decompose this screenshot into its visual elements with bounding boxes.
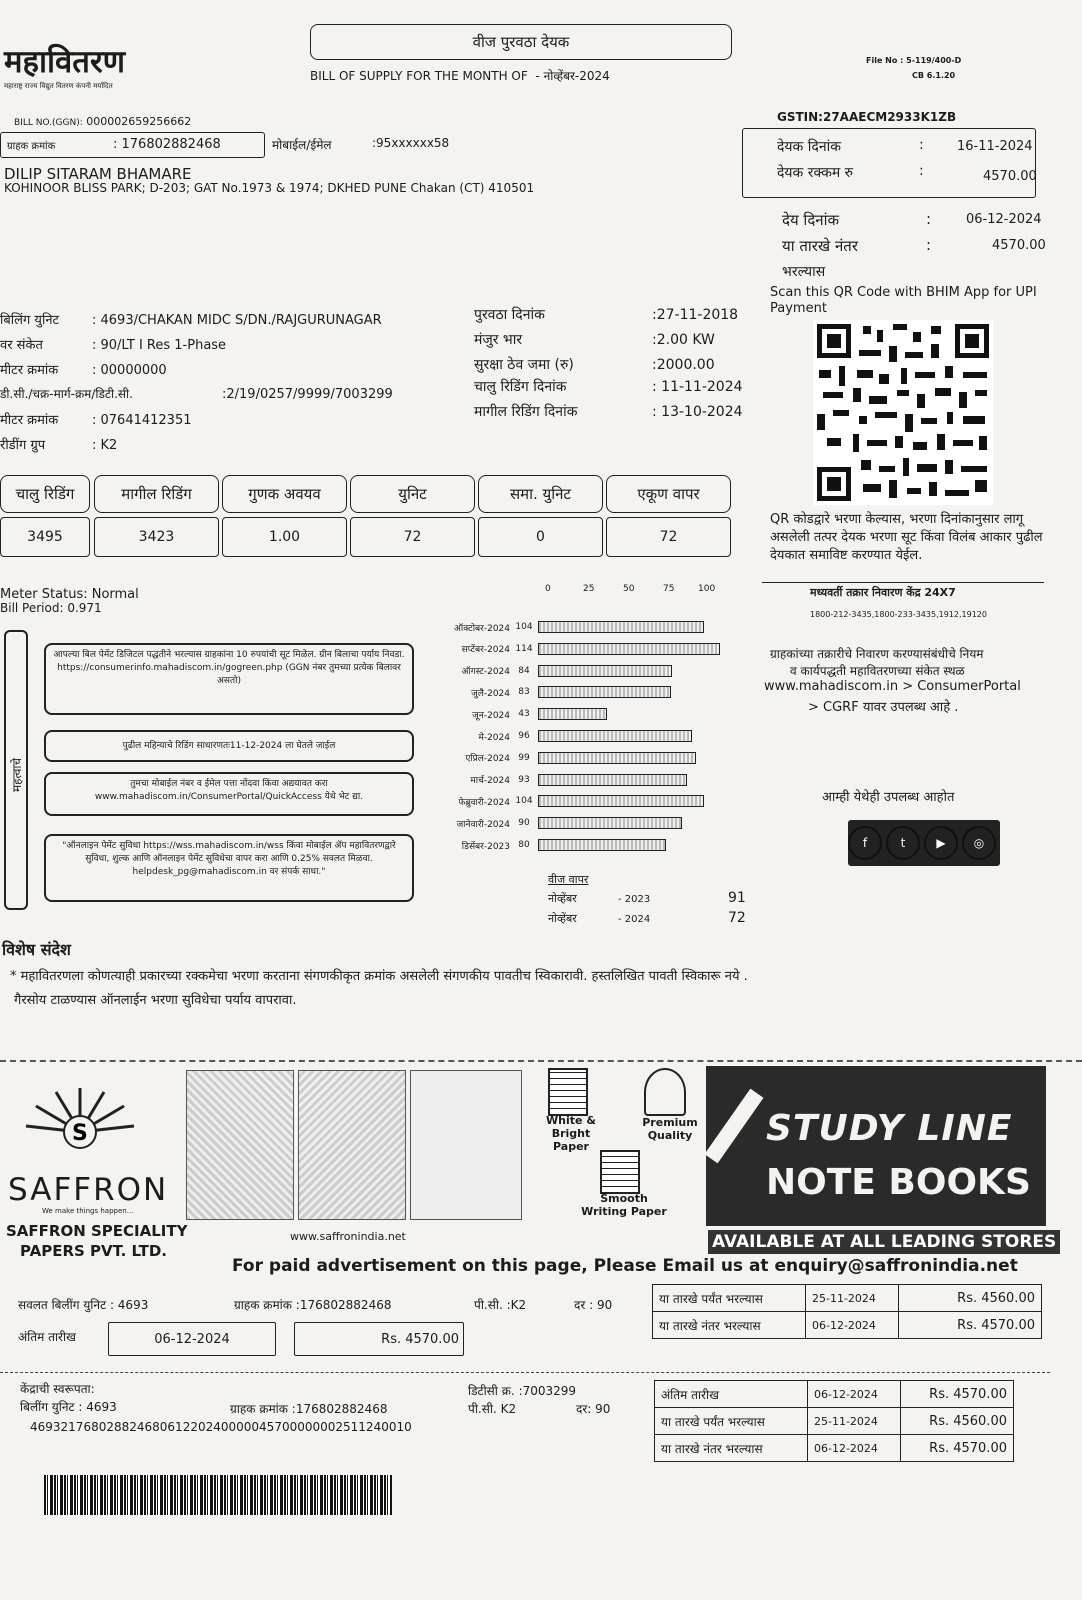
detail-row: [0, 435, 117, 453]
due-date: 06-12-2024: [966, 212, 1042, 227]
stub2-row: [655, 1435, 1014, 1462]
ad-tagline: We make things happen...: [42, 1207, 134, 1215]
stub-due-date: 06-12-2024: [806, 1312, 899, 1339]
mobile-label: मोबाईल/ईमेल: [272, 138, 332, 152]
consumer-no: : 176802882468: [113, 137, 221, 152]
special-message-line1: * महावितरणला कोणत्याही प्रकारच्या रक्कमेचा भरणा करताना संगणकीकृत क्रमांक असलेली संगणकीय पावतीच स्विकारावी. हस्तलिखित पावती स्विकारू नये .: [10, 969, 748, 984]
reading-value: 1.00: [222, 517, 347, 557]
chart-bar: [538, 774, 687, 786]
grievance-divider: [762, 582, 1044, 583]
notices-side-box: [4, 630, 28, 910]
chart-axis-ticks: [545, 584, 718, 598]
ad-email-line: For paid advertisement on this page, Please Email us at enquiry@saffronindia.net: [232, 1256, 1018, 1276]
grievance-link[interactable]: www.mahadiscom.in > ConsumerPortal: [764, 679, 1021, 694]
stub-consumer: ग्राहक क्रमांक :176802882468: [234, 1298, 392, 1312]
stub-pc: पी.सी. :K2: [474, 1298, 527, 1312]
stub-due-row: [653, 1285, 1042, 1312]
chart-value-label: 80: [518, 840, 530, 850]
chart-bar-row: [440, 838, 666, 852]
detail-label: मागील रिडिंग दिनांक: [474, 404, 578, 420]
notice-green-bill: आपल्या बिल पेमेंट डिजिटल पद्धतीने भरल्यास ग्राहकांना 10 रुपयांची सूट मिळेल. ग्रीन बिलाचा पर्याय निवडा. https://consumerinfo.mahadiscom.in/gogreen.php (GGN नंबर तुमच्या प्रत्येक बिलावर असतो): [44, 643, 414, 715]
stub-tariff: दर : 90: [574, 1298, 613, 1312]
detail-value: : 4693/CHAKAN MIDC S/DN./RAJGURUNAGAR: [92, 313, 382, 328]
chart-category-label: एप्रिल-2024: [465, 754, 510, 765]
stub2-label: अंतिम तारीख: [655, 1381, 808, 1408]
after-due-amount: 4570.00: [992, 238, 1046, 253]
ad-feature-1: White & Bright Paper: [546, 1114, 596, 1153]
reading-col: [606, 475, 731, 565]
chart-value-label: 93: [518, 774, 530, 785]
meter-status: Meter Status: Normal: [0, 587, 139, 602]
stub-due-label: या तारखे नंतर भरल्यास: [653, 1312, 806, 1339]
chart-value-label: 84: [518, 665, 530, 676]
consumer-name: DILIP SITARAM BHAMARE: [4, 165, 192, 183]
chart-bar-row: [440, 707, 607, 721]
chart-tick: 75: [663, 584, 675, 594]
chart-value-label: 104: [515, 622, 533, 632]
due-date-label: देय दिनांक: [782, 211, 840, 229]
grievance-phones: 1800-212-3435,1800-233-3435,1912,19120: [810, 610, 987, 619]
chart-category-label: फेब्रुवारी-2024: [458, 797, 510, 808]
saffron-logo-icon: [20, 1082, 140, 1152]
stub-due-date: 25-11-2024: [806, 1285, 899, 1312]
chart-value-label: 43: [518, 709, 530, 720]
reading-header: मागील रिडिंग: [94, 475, 219, 513]
chart-bar: [538, 795, 704, 807]
stub-amount: Rs. 4570.00: [381, 1331, 459, 1347]
after-due-sep: :: [926, 236, 932, 254]
chart-bar: [538, 665, 672, 677]
qr-scan-text: Scan this QR Code with BHIM App for UPI Payment: [770, 285, 1037, 316]
stub2-dtc: डिटीसी क्र. :7003299: [468, 1384, 577, 1398]
bill-date-sep: :: [919, 137, 924, 153]
detail-label: मीटर क्रमांक: [0, 413, 59, 428]
chart-bar-row: [440, 642, 720, 656]
notice-online-payment: "ऑनलाइन पेमेंट सुविधा https://wss.mahadiscom.in/wss किंवा मोबाईल ॲप महावितरणद्वारे सुविधा, शुल्क आणि ऑनलाइन पेमेंट सुविधेचा वापर करा आणि 0.25% सवलत मिळवा. helpdesk_pg@mahadiscom.in वर संपर्क साधा.": [44, 834, 414, 902]
compare-title: वीज वापर: [548, 873, 589, 886]
detail-row: [474, 305, 738, 324]
detail-row: [474, 355, 715, 374]
detail-value: : 90/LT I Res 1-Phase: [92, 338, 227, 353]
detail-value: : 13-10-2024: [652, 404, 743, 420]
notice-mobile-update: तुमचा मोबाईल नंबर व ईमेल पत्ता नोंदवा किंवा अद्ययावत करा www.mahadiscom.in/ConsumerPortal/QuickAccess येथे भेट द्या.: [44, 772, 414, 816]
ad-brand: SAFFRON: [8, 1172, 169, 1208]
stub-due-row: [653, 1312, 1042, 1339]
bill-amount-label: देयक रक्कम रु: [777, 165, 854, 181]
detail-label: रीडींग ग्रुप: [0, 438, 46, 453]
stub2-label: या तारखे नंतर भरल्यास: [655, 1435, 808, 1462]
grievance-title: मध्यवर्ती तक्रार निवारण केंद्र 24X7: [810, 586, 956, 599]
chart-category-label: ऑगस्ट-2024: [461, 667, 510, 678]
reading-header: समा. युनिट: [478, 475, 603, 513]
stub2-tariff: दर: 90: [576, 1402, 611, 1416]
grievance-text1: ग्राहकांच्या तक्रारीचे निवारण करण्यासंबंधीचे नियम: [770, 647, 984, 661]
detail-value: : 00000000: [92, 363, 167, 378]
chart-value-label: 104: [515, 796, 533, 807]
instagram-icon[interactable]: ◎: [962, 826, 996, 860]
detail-value: :2/19/0257/9999/7003299: [222, 387, 393, 402]
bill-date-label: देयक दिनांक: [777, 139, 841, 155]
detail-label: डी.सी./चक्र-मार्ग-क्रम/डिटी.सी.: [0, 387, 133, 401]
detail-value: : 11-11-2024: [652, 379, 743, 395]
logo: [4, 40, 154, 91]
ad-product2: NOTE BOOKS: [766, 1162, 1031, 1203]
stub-last-date-box: [108, 1322, 276, 1356]
chart-bar: [538, 730, 692, 742]
stub2-row: [655, 1381, 1014, 1408]
chart-bar-row: [440, 664, 672, 678]
payment-barcode: [44, 1475, 392, 1515]
chart-bar: [538, 752, 696, 764]
ad-dark-panel: [706, 1066, 1046, 1226]
svg-text:S: S: [72, 1121, 88, 1146]
ad-feature-2: Premium Quality: [642, 1116, 698, 1142]
detail-label: पुरवठा दिनांक: [474, 307, 545, 323]
chart-category-label: मार्च-2024: [470, 776, 510, 787]
after-due-label2: भरल्यास: [782, 264, 826, 280]
detail-row: [0, 385, 393, 402]
chart-tick: 100: [698, 584, 716, 594]
ad-notebook-image: [186, 1070, 294, 1220]
consumer-no-label: ग्राहक क्रमांक: [7, 141, 56, 152]
stub2-due-table: [654, 1380, 1014, 1462]
bill-title-en: BILL OF SUPPLY FOR THE MONTH OF: [310, 69, 528, 83]
bill-date: 16-11-2024: [957, 139, 1033, 154]
advertisement-banner: [0, 1060, 1082, 1300]
chart-value-label: 96: [518, 731, 530, 741]
ad-available: AVAILABLE AT ALL LEADING STORES: [708, 1230, 1060, 1254]
social-icons: [848, 820, 1000, 866]
stub2-date: 06-12-2024: [808, 1435, 901, 1462]
facebook-icon[interactable]: f: [848, 826, 882, 860]
chart-bar-row: [440, 773, 687, 787]
detail-label: वर संकेत: [0, 338, 43, 353]
reading-value: 3423: [94, 517, 219, 557]
detail-value: : 07641412351: [92, 413, 192, 428]
compare-month: नोव्हेंबर: [548, 912, 577, 925]
mobile: :95xxxxxx58: [372, 136, 450, 150]
stub2-consumer: ग्राहक क्रमांक :176802882468: [230, 1402, 388, 1416]
reading-col: [94, 475, 219, 565]
stub-due-amt: Rs. 4560.00: [899, 1285, 1042, 1312]
special-message-title: विशेष संदेश: [2, 940, 71, 959]
reading-value: 0: [478, 517, 603, 557]
detail-row: [0, 410, 192, 428]
bill-title-mr: वीज पुरवठा देयक: [472, 33, 570, 51]
grievance-text4: > CGRF यावर उपलब्ध आहे .: [808, 700, 959, 715]
chart-category-label: जानेवारी-2024: [456, 819, 510, 830]
stub2-code: 46932176802882468061220240000045700000002511240010: [30, 1420, 412, 1434]
cb-code: CB 6.1.20: [912, 71, 956, 80]
logo-text: महावितरण: [4, 44, 126, 80]
consumption-compare: [548, 872, 748, 926]
stub2-amt: Rs. 4560.00: [901, 1408, 1014, 1435]
reading-value: 3495: [0, 517, 90, 557]
social-caption: आम्ही येथेही उपलब्ध आहोत: [822, 790, 955, 805]
stub-due-table: [652, 1284, 1042, 1339]
detail-row: [474, 402, 743, 421]
file-no: File No : 5-119/400-D: [866, 56, 962, 65]
chart-bar-row: [440, 751, 696, 765]
stub-unit: सवलत बिलींग युनिट : 4693: [18, 1298, 149, 1312]
stub2-unit: बिलींग युनिट : 4693: [20, 1400, 117, 1414]
chart-bar: [538, 708, 607, 720]
ad-company: SAFFRON SPECIALITY: [6, 1222, 188, 1240]
reading-header: एकूण वापर: [606, 475, 731, 513]
reading-col: [222, 475, 347, 565]
chart-category-label: जुलै-2024: [471, 688, 510, 699]
stub2-amt: Rs. 4570.00: [901, 1381, 1014, 1408]
bill-no-label: BILL NO.(GGN):: [14, 118, 83, 128]
stub2-date: 06-12-2024: [808, 1381, 901, 1408]
compare-year: - 2024: [618, 914, 651, 925]
compare-units: 72: [728, 910, 746, 926]
chart-bar: [538, 643, 720, 655]
chart-tick: 0: [545, 584, 551, 594]
ad-product1: STUDY LINE: [766, 1108, 1013, 1149]
ad-website[interactable]: www.saffronindia.net: [290, 1230, 406, 1243]
chart-bar-row: [440, 685, 671, 699]
chart-category-label: सप्टेंबर-2024: [461, 645, 510, 656]
chart-tick: 25: [583, 584, 595, 594]
chart-value-label: 90: [518, 818, 530, 829]
chart-bar: [538, 686, 671, 698]
ad-feature-3: Smooth Writing Paper: [581, 1192, 667, 1218]
gstin: GSTIN:27AAECM2933K1ZB: [777, 110, 957, 124]
reading-value: 72: [350, 517, 475, 557]
chart-bar-row: [440, 729, 692, 743]
detail-value: :2.00 KW: [652, 332, 715, 348]
paper-icon: [548, 1068, 588, 1116]
youtube-icon[interactable]: ▶: [924, 826, 958, 860]
compare-row: [548, 910, 746, 926]
bill-month: - नोव्हेंबर-2024: [535, 69, 610, 83]
after-due-label: या तारखे नंतर: [782, 237, 858, 255]
detail-label: मीटर क्रमांक: [0, 363, 59, 378]
stub2-label: या तारखे पर्यंत भरल्यास: [655, 1408, 808, 1435]
compare-row: [548, 890, 746, 906]
detail-value: :27-11-2018: [652, 307, 739, 323]
ad-company2: PAPERS PVT. LTD.: [20, 1242, 167, 1260]
bill-amount-sep: :: [919, 163, 924, 179]
notice-next-reading: पुढील महिन्याचे रिडिंग साधारणतः11-12-2024 ला घेतले जाईल: [44, 730, 414, 762]
detail-row: [0, 335, 226, 353]
reading-header: गुणक अवयव: [222, 475, 347, 513]
stub-last-date: 06-12-2024: [154, 1331, 230, 1347]
chart-value-label: 114: [515, 643, 533, 654]
chart-bar-row: [440, 794, 704, 808]
ad-notebook-image: [410, 1070, 522, 1220]
chart-category-label: जून-2024: [472, 710, 510, 721]
reading-col: [0, 475, 90, 565]
chart-category-label: मे-2024: [478, 732, 510, 743]
stub-due-amt: Rs. 4570.00: [899, 1312, 1042, 1339]
ad-notebook-image: [298, 1070, 406, 1220]
detail-value: :2000.00: [652, 357, 715, 373]
due-date-sep: :: [926, 210, 932, 228]
bill-month-line: [310, 67, 610, 84]
compare-units: 91: [728, 890, 746, 906]
compare-year: - 2023: [618, 894, 651, 905]
twitter-icon[interactable]: t: [886, 826, 920, 860]
detail-label: चालु रिडिंग दिनांक: [474, 379, 567, 395]
logo-sub: महाराष्ट्र राज्य विद्युत वितरण कंपनी मर्यादित: [4, 82, 113, 90]
grievance-text2: व कार्यपद्धती महावितरणच्या संकेत स्थळ: [790, 664, 965, 678]
consumer-no-box: [0, 132, 265, 158]
chart-bar-row: [440, 620, 704, 634]
qr-note: QR कोडद्वारे भरणा केल्यास, भरणा दिनांकानुसार लागू असलेली तत्पर देयक भरणा सूट किंवा विलंब आकार पुढील देयकात समाविष्ट करण्यात येईल.: [770, 512, 1043, 563]
chart-bar: [538, 817, 682, 829]
chart-tick: 50: [623, 584, 635, 594]
cut-line: [0, 1372, 1050, 1373]
detail-row: [0, 310, 382, 328]
detail-label: मंजुर भार: [474, 332, 523, 348]
bill-no-row: [14, 115, 191, 128]
stub-due-label: या तारखे पर्यंत भरल्यास: [653, 1285, 806, 1312]
compare-month: नोव्हेंबर: [548, 892, 577, 905]
reading-header: चालु रिडिंग: [0, 475, 90, 513]
chart-category-label: ऑक्टोबर-2024: [454, 623, 510, 634]
detail-label: बिलिंग युनिट: [0, 313, 60, 328]
stub2-pc: पी.सी. K2: [468, 1402, 517, 1416]
quality-badge-icon: [644, 1068, 686, 1116]
bill-title-box: [310, 24, 732, 60]
detail-row: [474, 377, 743, 396]
stub-last-date-label: अंतिम तारीख: [18, 1330, 76, 1344]
reading-col: [478, 475, 603, 565]
special-message-line2: गैरसोय टाळण्यास ऑनलाईन भरणा सुविधेचा पर्याय वापरावा.: [14, 993, 297, 1008]
bill-period: Bill Period: 0.971: [0, 601, 102, 615]
payment-stub-1: [8, 1284, 1058, 1366]
reading-header: युनिट: [350, 475, 475, 513]
bill-summary-box: [742, 128, 1036, 198]
stub-amount-box: [294, 1322, 464, 1356]
writing-icon: [600, 1150, 640, 1194]
bill-amount: 4570.00: [983, 169, 1037, 184]
chart-category-label: डिसेंबर-2023: [461, 841, 510, 852]
stub2-amt: Rs. 4570.00: [901, 1435, 1014, 1462]
chart-value-label: 99: [518, 752, 530, 763]
stub2-row: [655, 1408, 1014, 1435]
pen-icon: [705, 1089, 764, 1164]
stub2-date: 25-11-2024: [808, 1408, 901, 1435]
consumer-address: KOHINOOR BLISS PARK; D-203; GAT No.1973 & 1974; DKHED PUNE Chakan (CT) 410501: [4, 181, 535, 195]
qr-code[interactable]: [813, 320, 993, 505]
reading-col: [350, 475, 475, 565]
chart-bar: [538, 621, 704, 633]
notices-side-label: महत्वाचे: [10, 757, 24, 792]
detail-row: [474, 330, 715, 349]
chart-bar: [538, 839, 666, 851]
reading-value: 72: [606, 517, 731, 557]
chart-bar-row: [440, 816, 682, 830]
stub2-title: केंद्राची स्वरूपता:: [20, 1382, 95, 1396]
detail-label: सुरक्षा ठेव जमा (रु): [474, 357, 574, 373]
chart-value-label: 83: [518, 687, 530, 698]
ad-top-rule: [0, 1060, 1082, 1062]
detail-row: [0, 360, 167, 378]
detail-value: : K2: [92, 438, 118, 453]
bill-no: 000002659256662: [86, 115, 192, 128]
